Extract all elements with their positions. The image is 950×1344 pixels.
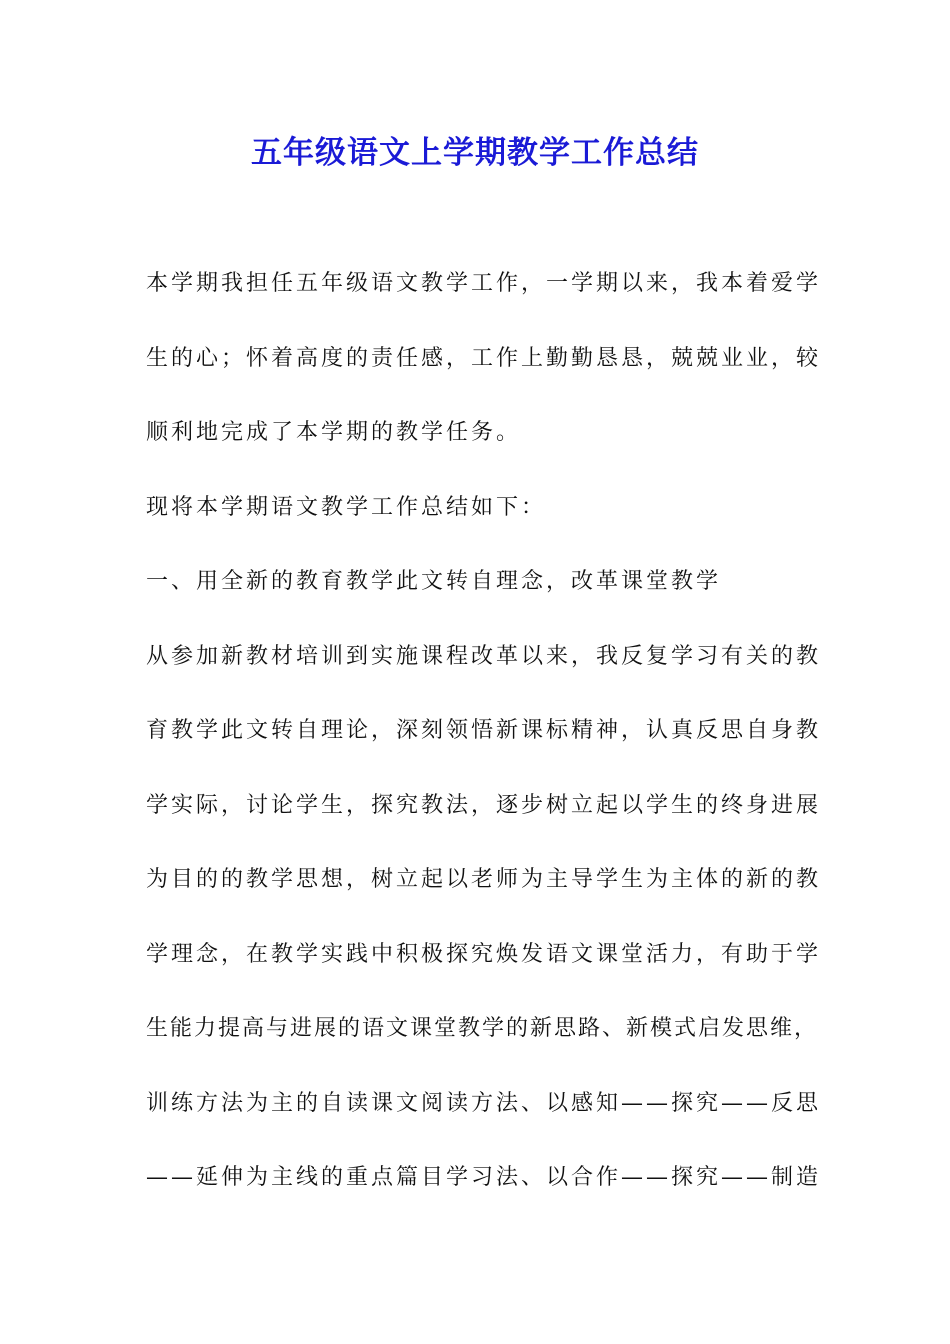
paragraph-line: 现将本学期语文教学工作总结如下： — [146, 495, 547, 520]
section-heading: 一、用全新的教育教学此文转自理念，改革课堂教学 — [146, 569, 722, 594]
paragraph-line: 生的心；怀着高度的责任感，工作上勤勤恳恳，兢兢业业，较 — [146, 346, 822, 371]
paragraph-line: 学理念，在教学实践中积极探究焕发语文课堂活力，有助于学 — [146, 942, 822, 967]
paragraph-line: 训练方法为主的自读课文阅读方法、以感知——探究——反思 — [146, 1091, 822, 1116]
paragraph-line: 为目的的教学思想，树立起以老师为主导学生为主体的新的教 — [146, 867, 822, 892]
paragraph-line: 生能力提高与进展的语文课堂教学的新思路、新模式启发思维， — [146, 1016, 819, 1041]
document-title: 五年级语文上学期教学工作总结 — [251, 135, 699, 171]
paragraph-line: 育教学此文转自理论，深刻领悟新课标精神，认真反思自身教 — [146, 718, 822, 743]
paragraph-line: 从参加新教材培训到实施课程改革以来，我反复学习有关的教 — [146, 644, 822, 669]
paragraph-line: ——延伸为主线的重点篇目学习法、以合作——探究——制造 — [146, 1165, 822, 1190]
paragraph-line: 学实际，讨论学生，探究教法，逐步树立起以学生的终身进展 — [146, 793, 822, 818]
paragraph-line: 本学期我担任五年级语文教学工作，一学期以来，我本着爱学 — [146, 271, 822, 296]
paragraph-line: 顺利地完成了本学期的教学任务。 — [146, 420, 522, 445]
